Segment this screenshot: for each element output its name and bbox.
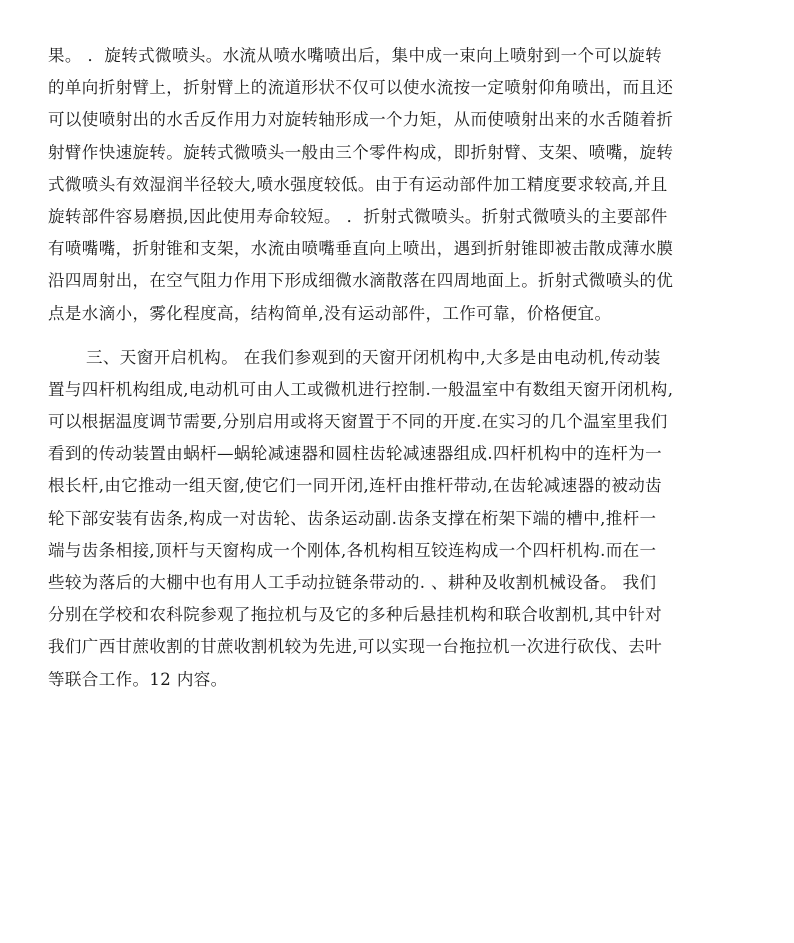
paragraph-micro-sprinklers	[48, 40, 754, 330]
text-line: 式微喷头有效湿润半径较大,喷水强度较低。由于有运动部件加工精度要求较高,并且	[48, 174, 668, 194]
text-line: 我们广西甘蔗收割的甘蔗收割机较为先进,可以实现一台拖拉机一次进行砍伐、去叶	[48, 637, 663, 657]
text-line: 根长杆,由它推动一组天窗,使它们一同开闭,连杆由推杆带动,在齿轮减速器的被动齿	[48, 476, 663, 496]
text-line: 分别在学校和农科院参观了拖拉机与及它的多种后悬挂机构和联合收割机,其中针对	[48, 605, 663, 625]
text-line: 轮下部安装有齿条,构成一对齿轮、齿条运动副.齿条支撑在桁架下端的槽中,推杆一	[48, 508, 657, 528]
text-line: 沿四周射出，在空气阻力作用下形成细微水滴散落在四周地面上。折射式微喷头的优	[48, 271, 674, 291]
text-line: 可以使喷射出的水舌反作用力对旋转轴形成一个力矩，从而使喷射出来的水舌随着折	[48, 110, 674, 130]
text-line: 射臂作快速旋转。旋转式微喷头一般由三个零件构成，即折射臂、支架、喷嘴，旋转	[48, 142, 674, 162]
text-line: 些较为落后的大棚中也有用人工手动拉链条带动的. 、耕种及收割机械设备。 我们	[48, 573, 657, 592]
text-line: 看到的传动装置由蜗杆—蜗轮减速器和圆柱齿轮减速器组成.四杆机构中的连杆为一	[48, 444, 663, 464]
text-line: 的单向折射臂上，折射臂上的流道形状不仅可以使水流按一定喷射仰角喷出，而且还	[48, 78, 674, 98]
text-line: 端与齿条相接,顶杆与天窗构成一个刚体,各机构相互铰连构成一个四杆机构.而在一	[48, 540, 657, 560]
text-line: 果。 ．旋转式微喷头。水流从喷水嘴喷出后，集中成一束向上喷射到一个可以旋转	[48, 46, 663, 65]
text-line: 旋转部件容易磨损,因此使用寿命较短。 ．折射式微喷头。折射式微喷头的主要部件	[48, 206, 668, 226]
text-line: 可以根据温度调节需要,分别启用或将天窗置于不同的开度.在实习的几个温室里我们	[48, 412, 668, 432]
text-line: 点是水滴小，雾化程度高，结构简单,没有运动部件，工作可靠，价格便宜。	[48, 303, 612, 323]
text-line: 置与四杆机构组成,电动机可由人工或微机进行控制.一般温室中有数组天窗开闭机构,	[48, 379, 674, 399]
paragraph-skylight-mechanism	[48, 342, 754, 696]
text-line: 三、天窗开启机构。 在我们参观到的天窗开闭机构中,大多是由电动机,传动装	[86, 347, 661, 367]
text-line: 有喷嘴嘴，折射锥和支架，水流由喷嘴垂直向上喷出，遇到折射锥即被击散成薄水膜	[48, 239, 674, 259]
text-line: 等联合工作。12 内容。	[48, 669, 228, 689]
